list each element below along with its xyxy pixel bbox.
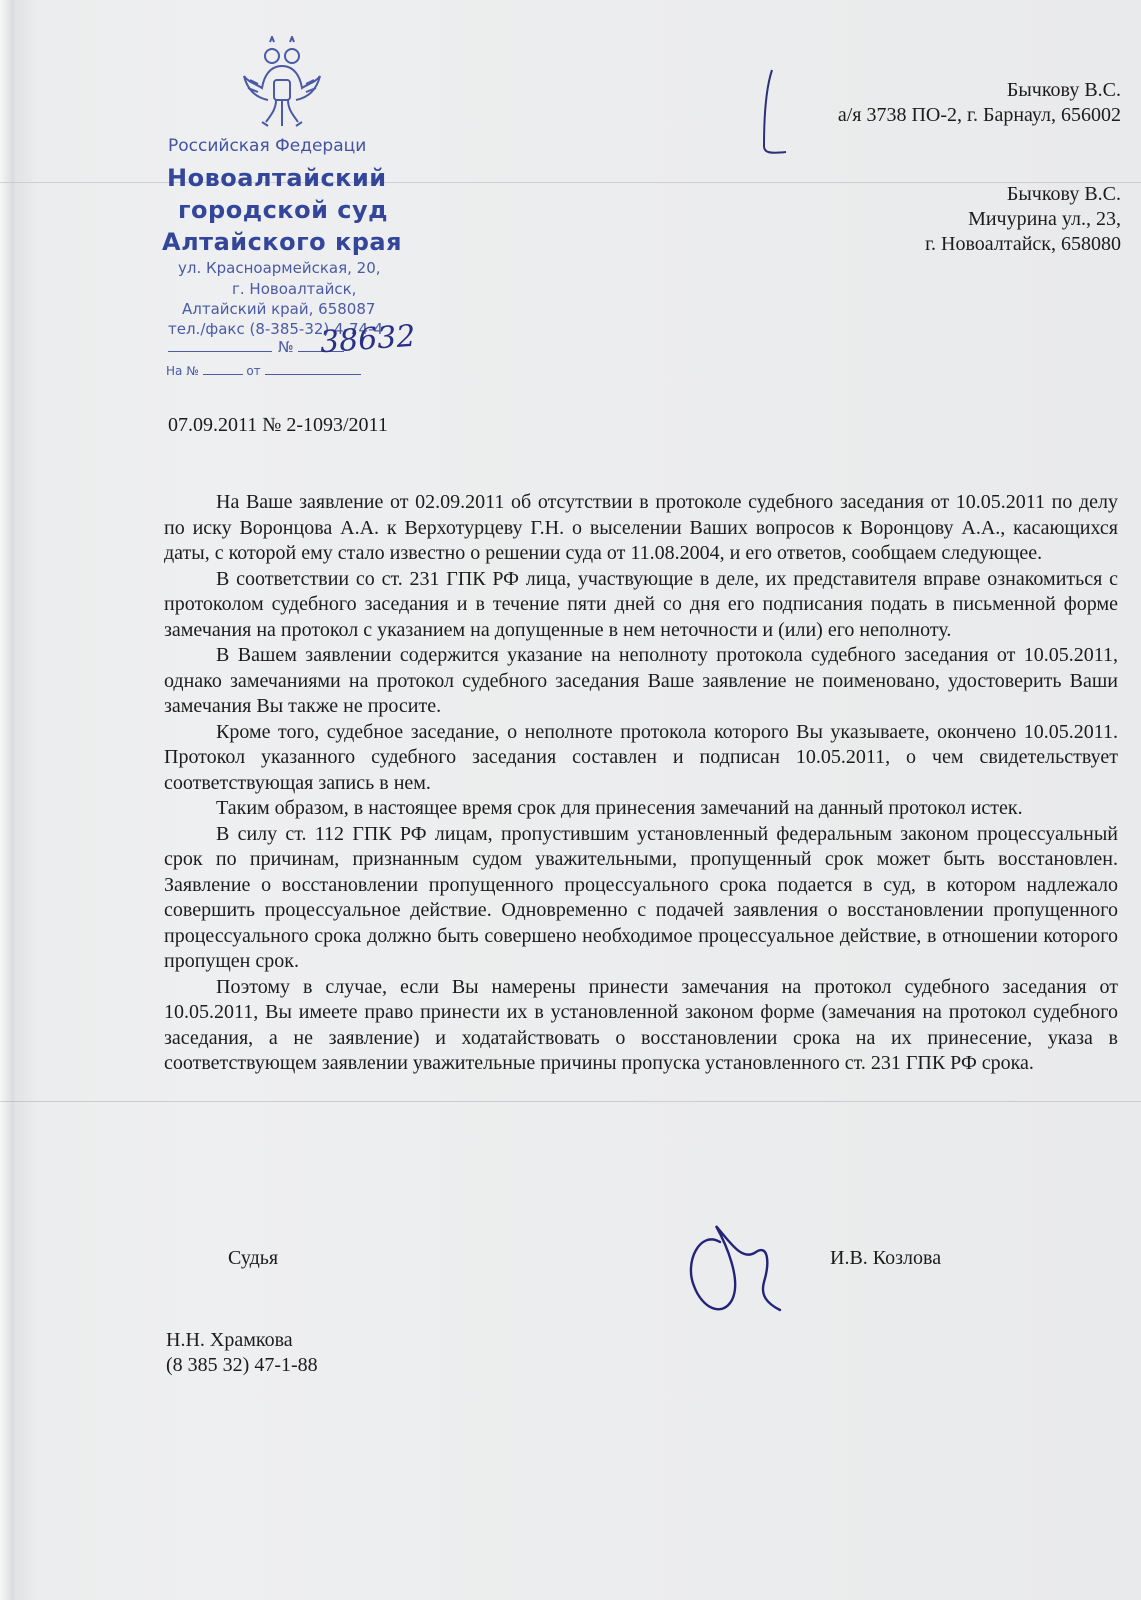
- stamp-handwritten-number: 38632: [318, 318, 417, 361]
- recipient-street: Мичурина ул., 23,: [968, 208, 1121, 230]
- executor-block: [166, 1328, 318, 1378]
- stamp-blank-line: [265, 374, 361, 375]
- handwritten-signature: [686, 1222, 796, 1322]
- recipient-block: [925, 182, 1121, 257]
- scan-artifact-line: [0, 1101, 1141, 1102]
- recipient-name: Бычкову В.С.: [1006, 79, 1121, 101]
- stamp-address-line2: г. Новоалтайск,: [232, 280, 357, 298]
- stamp-number-row: [168, 338, 344, 356]
- signatory-name: И.В. Козлова: [830, 1247, 942, 1269]
- stamp-country: Российская Федераци: [168, 136, 367, 156]
- stamp-court-name-line1: Новоалтайский: [167, 164, 387, 192]
- letter-paragraph: В соответствии со ст. 231 ГПК РФ лица, участвующие в деле, их представителя вправе ознакомиться с протоколом судебного заседания и в течение пяти дней со дня его подписания подать в письменной форме замечания на протокол с указанием на допущенные в нем неточности и (или) его неполноту.: [164, 567, 1118, 641]
- letter-paragraph: Поэтому в случае, если Вы намерены принести замечания на протокол судебного заседания от 10.05.2011, Вы имеете право принести их в установленной законом форме (замечания на протокол судебного заседания, а не заявление) и ходатайствовать о восстановлении срока на их принесение, указа в соответствующем заявлении уважительные причины пропуска установленного ст. 231 ГПК РФ срока.: [164, 975, 1118, 1074]
- stamp-court-name-line3: Алтайского края: [162, 228, 403, 256]
- stamp-address-line1: ул. Красноармейская, 20,: [178, 259, 381, 277]
- stamp-ref-from-label: от: [246, 364, 261, 378]
- stamp-court-name-line2: городской суд: [178, 196, 389, 224]
- scan-edge-shadow: [0, 0, 14, 1600]
- letter-body: [164, 490, 1118, 1077]
- recipient-name: Бычкову В.С.: [1006, 183, 1121, 205]
- court-stamp: [160, 36, 420, 396]
- stamp-address-line3: Алтайский край, 658087: [182, 300, 376, 318]
- letter-paragraph: Таким образом, в настоящее время срок для принесения замечаний на данный протокол истек.: [216, 797, 1023, 819]
- document-date-number: 07.09.2011 № 2-1093/2011: [168, 414, 388, 436]
- letter-paragraph: На Ваше заявление от 02.09.2011 об отсутствии в протоколе судебного заседания от 10.05.2011 по делу по иску Воронцова А.А. к Верхотурцеву Г.Н. о выселении Ваших вопросов к Воронцову А.А., касающихся даты, с которой ему стало известно о решении суда от 11.08.2004, и его ответов, сообщаем следующее.: [164, 491, 1118, 564]
- stamp-phone-line: тел./факс (8-385-32) 4-74-4: [168, 320, 384, 338]
- executor-phone: (8 385 32) 47-1-88: [166, 1354, 318, 1376]
- executor-name: Н.Н. Храмкова: [166, 1329, 293, 1351]
- recipient-block: [838, 78, 1121, 128]
- stamp-reference-row: [166, 364, 361, 378]
- letter-paragraph: В Вашем заявлении содержится указание на неполноту протокола судебного заседания от 10.05.2011, однако замечаниями на протокол судебного заседания Ваше заявление не поименовано, удостоверить Ваши замечания Вы также не просите.: [164, 644, 1118, 717]
- stamp-blank-line: [168, 351, 272, 352]
- stamp-blank-line: [203, 374, 243, 375]
- handwritten-bracket-mark: [760, 68, 790, 158]
- recipient-address: а/я 3738 ПО-2, г. Барнаул, 656002: [837, 104, 1121, 126]
- signatory-title: Судья: [228, 1247, 279, 1269]
- stamp-number-label: №: [278, 338, 294, 356]
- stamp-ref-no-label: На №: [166, 364, 199, 378]
- recipient-city: г. Новоалтайск, 658080: [925, 233, 1121, 255]
- letter-paragraph: В силу ст. 112 ГПК РФ лицам, пропустившим установленный федеральным законом процессуальный срок по причинам, признанным судом уважительными, пропущенный срок может быть восстановлен. Заявление о восстановлении пропущенного процессуального срока подается в суд, в котором надлежало совершить процессуальное действие. Одновременно с подачей заявления о восстановлении пропущенного процессуального срока должно быть совершено необходимое процессуальное действие, в отношении которого пропущен срок.: [164, 822, 1118, 972]
- letter-paragraph: Кроме того, судебное заседание, о неполноте протокола которого Вы указываете, окончено 10.05.2011. Протокол указанного судебного заседания составлен и подписан 10.05.2011, о чем свидетельствует соответствующая запись в нем.: [164, 720, 1118, 794]
- double-headed-eagle-emblem-icon: [240, 36, 324, 132]
